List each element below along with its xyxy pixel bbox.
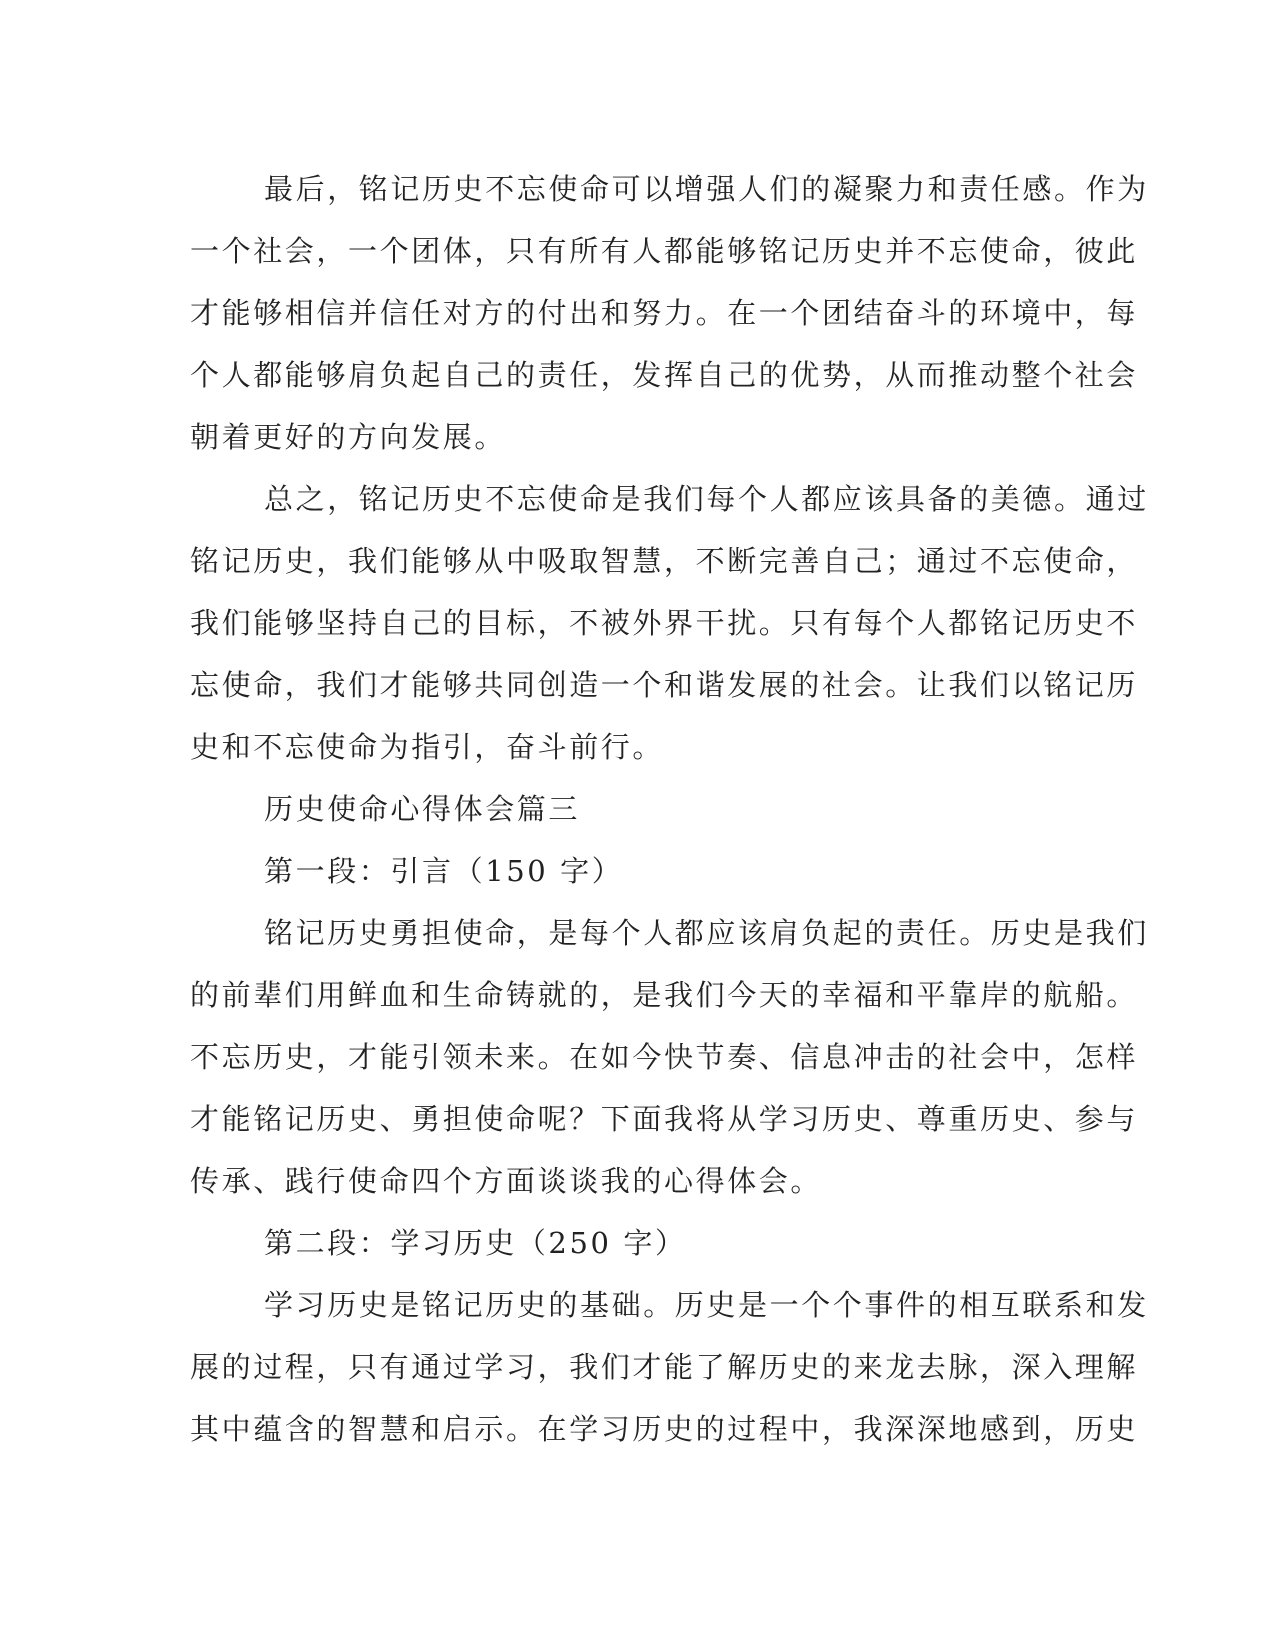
text-line: 学习历史是铭记历史的基础。历史是一个个事件的相互联系和发 [264,1288,1149,1322]
text-line: 我们能够坚持自己的目标，不被外界干扰。只有每个人都铭记历史不 [190,606,1139,640]
text-line: 展的过程，只有通过学习，我们才能了解历史的来龙去脉，深入理解 [190,1350,1139,1384]
text-line: 才能够相信并信任对方的付出和努力。在一个团结奋斗的环境中，每 [190,296,1139,330]
text-line: 才能铭记历史、勇担使命呢？下面我将从学习历史、尊重历史、参与 [190,1102,1139,1136]
text-line: 朝着更好的方向发展。 [190,420,507,454]
text-line: 铭记历史勇担使命，是每个人都应该肩负起的责任。历史是我们 [264,916,1149,950]
section-heading: 第二段：学习历史（250 字） [264,1226,687,1260]
text-line: 个人都能够肩负起自己的责任，发挥自己的优势，从而推动整个社会 [190,358,1139,392]
text-line: 铭记历史，我们能够从中吸取智慧，不断完善自己；通过不忘使命， [190,544,1139,578]
text-line: 传承、践行使命四个方面谈谈我的心得体会。 [190,1164,823,1198]
section-title: 历史使命心得体会篇三 [264,792,581,826]
body-text [190,158,1149,1460]
text-line: 最后，铭记历史不忘使命可以增强人们的凝聚力和责任感。作为 [264,172,1149,206]
text-line: 的前辈们用鲜血和生命铸就的，是我们今天的幸福和平靠岸的航船。 [190,978,1139,1012]
text-line: 史和不忘使命为指引，奋斗前行。 [190,730,665,764]
text-line: 忘使命，我们才能够共同创造一个和谐发展的社会。让我们以铭记历 [190,668,1139,702]
text-line: 一个社会，一个团体，只有所有人都能够铭记历史并不忘使命，彼此 [190,234,1139,268]
section-heading: 第一段：引言（150 字） [264,854,624,888]
text-line: 总之，铭记历史不忘使命是我们每个人都应该具备的美德。通过 [264,482,1149,516]
text-line: 不忘历史，才能引领未来。在如今快节奏、信息冲击的社会中，怎样 [190,1040,1139,1074]
text-line: 其中蕴含的智慧和启示。在学习历史的过程中，我深深地感到，历史 [190,1412,1139,1446]
